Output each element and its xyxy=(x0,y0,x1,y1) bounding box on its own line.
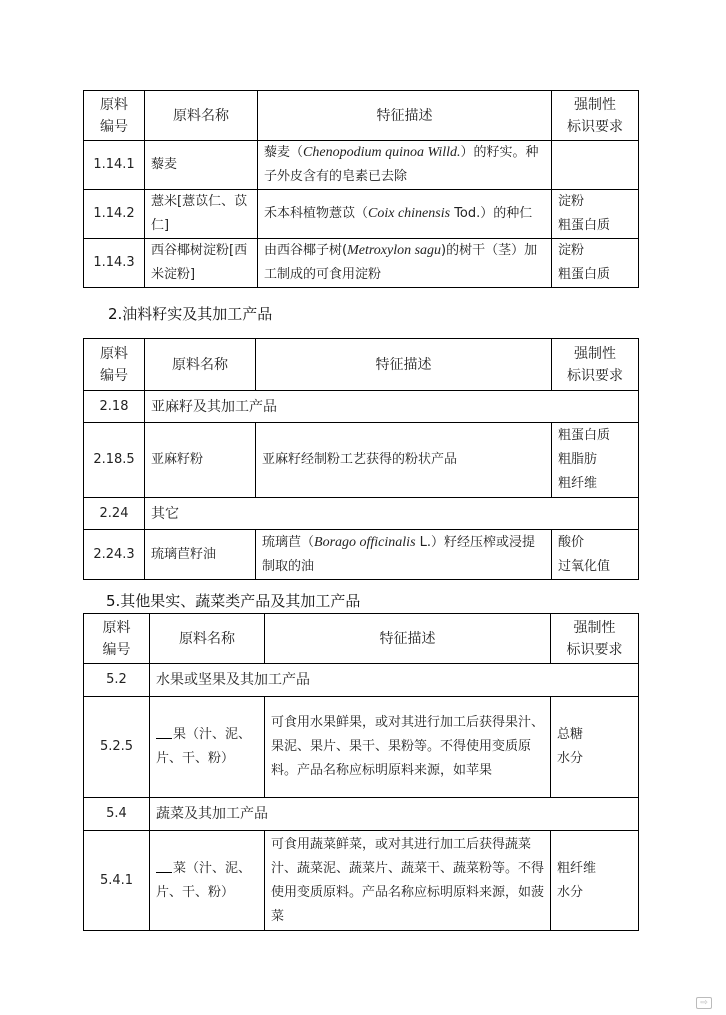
row-req xyxy=(552,141,639,190)
col-header-req: 强制性 标识要求 xyxy=(552,91,639,141)
group-row xyxy=(84,498,639,530)
row-code: 1.14.1 xyxy=(84,141,145,190)
group-code: 2.18 xyxy=(84,391,145,423)
row-desc: 可食用蔬菜鲜菜，或对其进行加工后获得蔬菜汁、蔬菜泥、蔬菜片、蔬菜干、蔬菜粉等。不得使用变质原料。产品名称应标明原料来源，如菠菜 xyxy=(265,831,551,931)
row-desc: 由西谷椰子树(Metroxylon sagu)的树干（茎）加工制成的可食用淀粉 xyxy=(258,239,552,288)
row-name: 薏米[薏苡仁、苡仁] xyxy=(145,190,258,239)
blank-line xyxy=(156,724,172,739)
group-code: 5.2 xyxy=(84,664,150,697)
row-desc: 可食用水果鲜果，或对其进行加工后获得果汁、果泥、果片、果干、果粉等。不得使用变质原料。产品名称应标明原料来源，如苹果 xyxy=(265,697,551,798)
col-header-req: 强制性 标识要求 xyxy=(551,614,639,664)
row-desc: 藜麦（Chenopodium quinoa Willd.）的籽实。种子外皮含有的皂素已去除 xyxy=(258,141,552,190)
row-code: 2.24.3 xyxy=(84,530,145,580)
col-header-name: 原料名称 xyxy=(145,339,256,391)
row-name: 琉璃苣籽油 xyxy=(145,530,256,580)
col-header-desc: 特征描述 xyxy=(258,91,552,141)
table-cereal-products xyxy=(83,90,639,288)
row-code: 2.18.5 xyxy=(84,423,145,498)
group-label: 水果或坚果及其加工产品 xyxy=(150,664,639,697)
row-name: 亚麻籽粉 xyxy=(145,423,256,498)
row-name: 藜麦 xyxy=(145,141,258,190)
section-title-oilseeds: 2.油料籽实及其加工产品 xyxy=(108,305,273,323)
group-row xyxy=(84,798,639,831)
row-req: 总糖 水分 xyxy=(551,697,639,798)
col-header-desc: 特征描述 xyxy=(256,339,552,391)
row-name: 菜（汁、泥、片、干、粉） xyxy=(150,831,265,931)
table-fruit-vegetable-products xyxy=(83,613,639,931)
col-header-req: 强制性 标识要求 xyxy=(552,339,639,391)
col-header-code: 原料 编号 xyxy=(84,339,145,391)
table-row xyxy=(84,530,639,580)
row-desc: 禾本科植物薏苡（Coix chinensis Tod.）的种仁 xyxy=(258,190,552,239)
row-code: 5.4.1 xyxy=(84,831,150,931)
table-header-row xyxy=(84,614,639,664)
row-req: 粗纤维 水分 xyxy=(551,831,639,931)
row-code: 1.14.3 xyxy=(84,239,145,288)
table-row xyxy=(84,141,639,190)
table-row xyxy=(84,190,639,239)
group-code: 2.24 xyxy=(84,498,145,530)
blank-line xyxy=(156,858,172,873)
col-header-name: 原料名称 xyxy=(145,91,258,141)
row-code: 1.14.2 xyxy=(84,190,145,239)
col-header-code: 原料 编号 xyxy=(84,614,150,664)
group-row xyxy=(84,391,639,423)
col-header-code: 原料 编号 xyxy=(84,91,145,141)
row-desc: 亚麻籽经制粉工艺获得的粉状产品 xyxy=(256,423,552,498)
col-header-desc: 特征描述 xyxy=(265,614,551,664)
table-row xyxy=(84,831,639,931)
row-req: 粗蛋白质 粗脂肪 粗纤维 xyxy=(552,423,639,498)
table-row xyxy=(84,423,639,498)
row-req: 淀粉 粗蛋白质 xyxy=(552,239,639,288)
table-row xyxy=(84,697,639,798)
row-name: 西谷椰树淀粉[西米淀粉] xyxy=(145,239,258,288)
table-row xyxy=(84,239,639,288)
section-title-fruits-vegetables: 5.其他果实、蔬菜类产品及其加工产品 xyxy=(106,592,361,610)
group-label: 其它 xyxy=(145,498,639,530)
table-header-row xyxy=(84,91,639,141)
group-row xyxy=(84,664,639,697)
row-name: 果（汁、泥、片、干、粉） xyxy=(150,697,265,798)
row-req: 淀粉 粗蛋白质 xyxy=(552,190,639,239)
row-code: 5.2.5 xyxy=(84,697,150,798)
col-header-name: 原料名称 xyxy=(150,614,265,664)
page-fold-icon: ⇨ xyxy=(696,997,712,1009)
group-label: 蔬菜及其加工产品 xyxy=(150,798,639,831)
row-desc: 琉璃苣（Borago officinalis L.）籽经压榨或浸提制取的油 xyxy=(256,530,552,580)
table-header-row xyxy=(84,339,639,391)
table-oilseed-products xyxy=(83,338,639,580)
group-code: 5.4 xyxy=(84,798,150,831)
row-req: 酸价 过氧化值 xyxy=(552,530,639,580)
group-label: 亚麻籽及其加工产品 xyxy=(145,391,639,423)
